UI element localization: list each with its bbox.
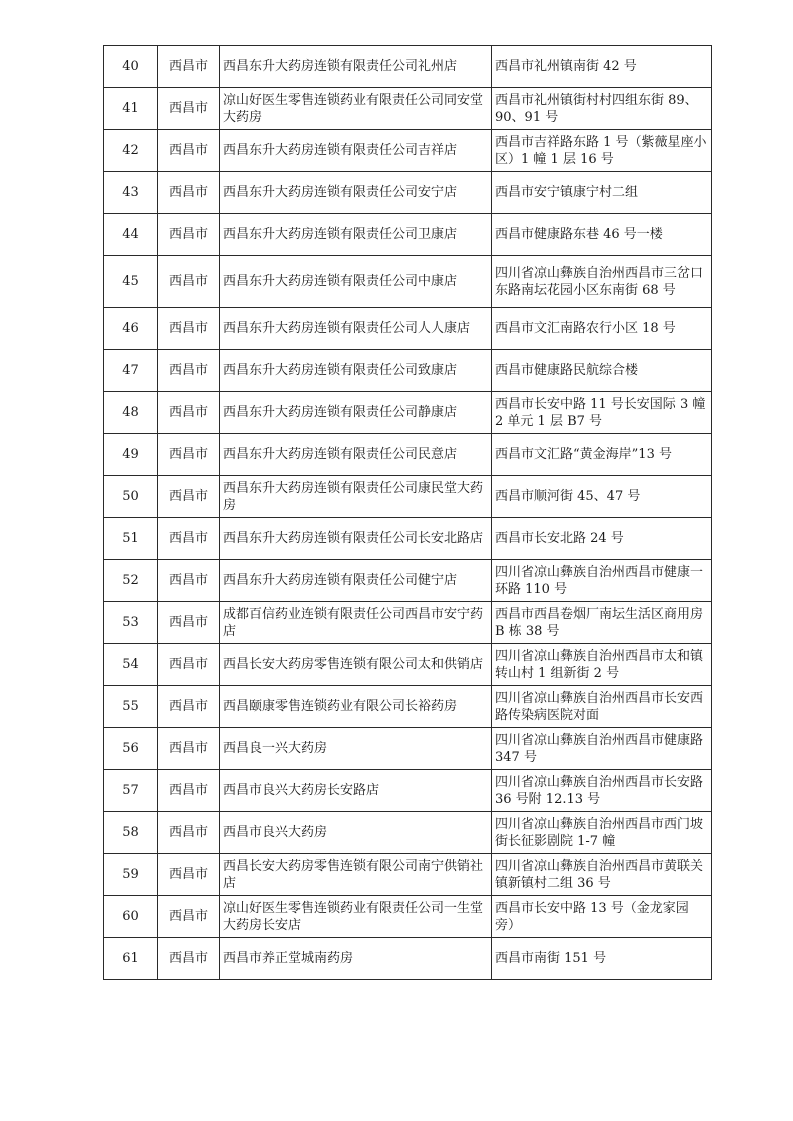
- city-cell: 西昌市: [158, 728, 220, 770]
- address-cell: 四川省凉山彝族自治州西昌市长安路 36 号附 12.13 号: [492, 770, 712, 812]
- pharmacy-name-cell: 西昌东升大药房连锁有限责任公司安宁店: [220, 172, 492, 214]
- city-cell: 西昌市: [158, 392, 220, 434]
- city-cell: 西昌市: [158, 350, 220, 392]
- row-number-cell: 40: [104, 46, 158, 88]
- address-cell: 西昌市安宁镇康宁村二组: [492, 172, 712, 214]
- table-row: [104, 518, 712, 560]
- city-cell: 西昌市: [158, 686, 220, 728]
- table-row: [104, 308, 712, 350]
- address-cell: 四川省凉山彝族自治州西昌市健康一环路 110 号: [492, 560, 712, 602]
- row-number-cell: 52: [104, 560, 158, 602]
- pharmacy-name-cell: 西昌东升大药房连锁有限责任公司礼州店: [220, 46, 492, 88]
- address-cell: 西昌市文汇南路农行小区 18 号: [492, 308, 712, 350]
- table-row: [104, 256, 712, 308]
- table-row: [104, 728, 712, 770]
- table-row: [104, 686, 712, 728]
- address-cell: 四川省凉山彝族自治州西昌市西门坡街长征影剧院 1-7 幢: [492, 812, 712, 854]
- table-row: [104, 476, 712, 518]
- address-cell: 四川省凉山彝族自治州西昌市三岔口东路南坛花园小区东南街 68 号: [492, 256, 712, 308]
- pharmacy-name-cell: 西昌长安大药房零售连锁有限公司南宁供销社店: [220, 854, 492, 896]
- row-number-cell: 45: [104, 256, 158, 308]
- row-number-cell: 51: [104, 518, 158, 560]
- city-cell: 西昌市: [158, 256, 220, 308]
- pharmacy-name-cell: 凉山好医生零售连锁药业有限责任公司同安堂大药房: [220, 88, 492, 130]
- row-number-cell: 48: [104, 392, 158, 434]
- address-cell: 西昌市长安中路 11 号长安国际 3 幢 2 单元 1 层 B7 号: [492, 392, 712, 434]
- table-row: [104, 812, 712, 854]
- address-cell: 四川省凉山彝族自治州西昌市健康路 347 号: [492, 728, 712, 770]
- city-cell: 西昌市: [158, 644, 220, 686]
- address-cell: 西昌市长安中路 13 号（金龙家园旁）: [492, 896, 712, 938]
- city-cell: 西昌市: [158, 434, 220, 476]
- pharmacy-name-cell: 西昌长安大药房零售连锁有限公司太和供销店: [220, 644, 492, 686]
- table-row: [104, 644, 712, 686]
- table-body: [104, 46, 712, 980]
- address-cell: 西昌市健康路民航综合楼: [492, 350, 712, 392]
- row-number-cell: 44: [104, 214, 158, 256]
- city-cell: 西昌市: [158, 476, 220, 518]
- pharmacy-name-cell: 西昌颐康零售连锁药业有限公司长裕药房: [220, 686, 492, 728]
- row-number-cell: 55: [104, 686, 158, 728]
- row-number-cell: 56: [104, 728, 158, 770]
- pharmacy-name-cell: 成都百信药业连锁有限责任公司西昌市安宁药店: [220, 602, 492, 644]
- city-cell: 西昌市: [158, 560, 220, 602]
- row-number-cell: 42: [104, 130, 158, 172]
- city-cell: 西昌市: [158, 896, 220, 938]
- address-cell: 西昌市健康路东巷 46 号一楼: [492, 214, 712, 256]
- table-row: [104, 896, 712, 938]
- pharmacy-name-cell: 西昌东升大药房连锁有限责任公司民意店: [220, 434, 492, 476]
- pharmacy-name-cell: 西昌东升大药房连锁有限责任公司康民堂大药房: [220, 476, 492, 518]
- city-cell: 西昌市: [158, 770, 220, 812]
- table-row: [104, 214, 712, 256]
- pharmacy-name-cell: 西昌东升大药房连锁有限责任公司卫康店: [220, 214, 492, 256]
- table-row: [104, 854, 712, 896]
- address-cell: 西昌市南街 151 号: [492, 938, 712, 980]
- row-number-cell: 54: [104, 644, 158, 686]
- city-cell: 西昌市: [158, 88, 220, 130]
- city-cell: 西昌市: [158, 46, 220, 88]
- row-number-cell: 59: [104, 854, 158, 896]
- pharmacy-name-cell: 西昌东升大药房连锁有限责任公司长安北路店: [220, 518, 492, 560]
- table-row: [104, 434, 712, 476]
- city-cell: 西昌市: [158, 938, 220, 980]
- row-number-cell: 61: [104, 938, 158, 980]
- pharmacy-name-cell: 西昌市良兴大药房长安路店: [220, 770, 492, 812]
- address-cell: 西昌市礼州镇街村村四组东街 89、90、91 号: [492, 88, 712, 130]
- row-number-cell: 49: [104, 434, 158, 476]
- table-row: [104, 46, 712, 88]
- address-cell: 四川省凉山彝族自治州西昌市长安西路传染病医院对面: [492, 686, 712, 728]
- city-cell: 西昌市: [158, 812, 220, 854]
- table-row: [104, 602, 712, 644]
- pharmacy-name-cell: 西昌东升大药房连锁有限责任公司中康店: [220, 256, 492, 308]
- row-number-cell: 47: [104, 350, 158, 392]
- table-row: [104, 88, 712, 130]
- pharmacy-name-cell: 西昌东升大药房连锁有限责任公司吉祥店: [220, 130, 492, 172]
- address-cell: 西昌市礼州镇南街 42 号: [492, 46, 712, 88]
- address-cell: 西昌市顺河街 45、47 号: [492, 476, 712, 518]
- pharmacy-name-cell: 西昌东升大药房连锁有限责任公司健宁店: [220, 560, 492, 602]
- row-number-cell: 43: [104, 172, 158, 214]
- city-cell: 西昌市: [158, 308, 220, 350]
- table-row: [104, 770, 712, 812]
- row-number-cell: 50: [104, 476, 158, 518]
- address-cell: 西昌市文汇路“黄金海岸”13 号: [492, 434, 712, 476]
- address-cell: 西昌市西昌卷烟厂南坛生活区商用房 B 栋 38 号: [492, 602, 712, 644]
- row-number-cell: 58: [104, 812, 158, 854]
- city-cell: 西昌市: [158, 130, 220, 172]
- table-row: [104, 172, 712, 214]
- pharmacy-name-cell: 西昌东升大药房连锁有限责任公司致康店: [220, 350, 492, 392]
- pharmacy-name-cell: 西昌市养正堂城南药房: [220, 938, 492, 980]
- table-row: [104, 130, 712, 172]
- address-cell: 四川省凉山彝族自治州西昌市黄联关镇新镇村二组 36 号: [492, 854, 712, 896]
- row-number-cell: 53: [104, 602, 158, 644]
- address-cell: 西昌市长安北路 24 号: [492, 518, 712, 560]
- table-row: [104, 938, 712, 980]
- table-row: [104, 350, 712, 392]
- pharmacy-list-table: [103, 45, 712, 980]
- pharmacy-name-cell: 西昌东升大药房连锁有限责任公司静康店: [220, 392, 492, 434]
- row-number-cell: 57: [104, 770, 158, 812]
- row-number-cell: 46: [104, 308, 158, 350]
- city-cell: 西昌市: [158, 854, 220, 896]
- address-cell: 西昌市吉祥路东路 1 号（紫薇星座小区）1 幢 1 层 16 号: [492, 130, 712, 172]
- row-number-cell: 60: [104, 896, 158, 938]
- table-row: [104, 392, 712, 434]
- pharmacy-name-cell: 凉山好医生零售连锁药业有限责任公司一生堂大药房长安店: [220, 896, 492, 938]
- city-cell: 西昌市: [158, 172, 220, 214]
- table-row: [104, 560, 712, 602]
- row-number-cell: 41: [104, 88, 158, 130]
- address-cell: 四川省凉山彝族自治州西昌市太和镇转山村 1 组新街 2 号: [492, 644, 712, 686]
- pharmacy-name-cell: 西昌市良兴大药房: [220, 812, 492, 854]
- pharmacy-name-cell: 西昌良一兴大药房: [220, 728, 492, 770]
- city-cell: 西昌市: [158, 214, 220, 256]
- city-cell: 西昌市: [158, 602, 220, 644]
- city-cell: 西昌市: [158, 518, 220, 560]
- pharmacy-name-cell: 西昌东升大药房连锁有限责任公司人人康店: [220, 308, 492, 350]
